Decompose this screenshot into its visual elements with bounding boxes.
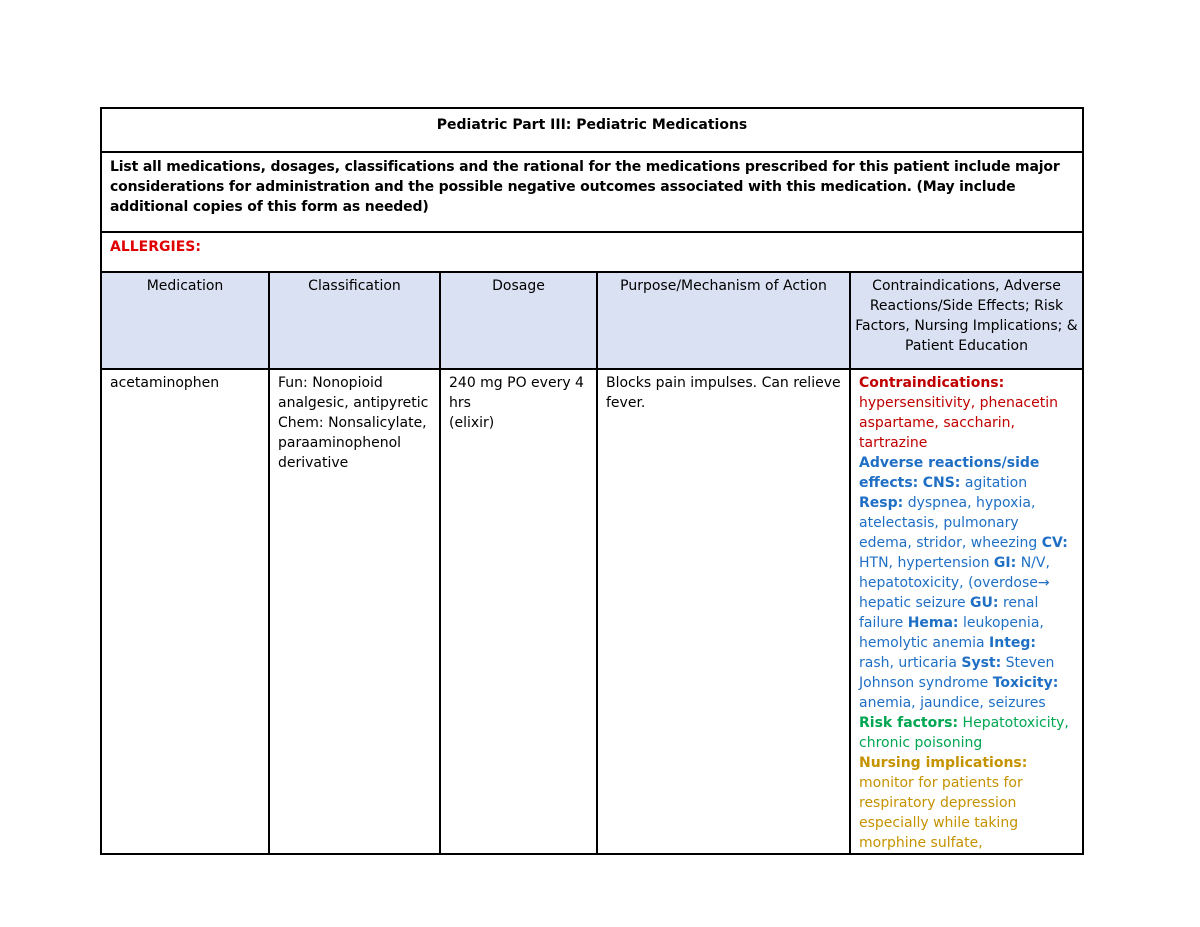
classification-line: analgesic, antipyretic [278,395,429,411]
classification-line: Fun: Nonopioid [278,375,383,391]
medication-form-table [100,107,1084,855]
dosage-line: (elixir) [449,415,495,431]
cell-dosage[interactable] [440,369,597,854]
cell-purpose[interactable] [597,369,850,854]
hema-text: leukopenia, hemolytic anemia [859,615,1044,651]
column-header-row [101,272,1083,369]
dosage-line: 240 mg PO every 4 [449,375,584,391]
classification-line: derivative [278,455,349,471]
cv-text: HTN, hypertension [859,555,990,571]
header-contraindications: Contraindications, Adverse Reactions/Side Effects; Risk Factors, Nursing Implications; & Patient Education [850,272,1083,369]
adverse-block [859,453,1074,713]
hema-label: Hema: [907,615,959,631]
allergies-row[interactable] [101,232,1083,272]
cv-label: CV: [1041,535,1068,551]
gu-text: renal failure [859,595,1039,631]
medication-name: acetaminophen [110,375,220,391]
header-classification: Classification [269,272,440,369]
integ-label: Integ: [989,635,1036,651]
form-title: Pediatric Part III: Pediatric Medications [101,108,1083,152]
cns-label: CNS: [922,475,961,491]
gi-label: GI: [993,555,1017,571]
contraindications-text: hypersensitivity, phenacetin aspartame, saccharin, tartrazine [859,395,1058,451]
cns-text: agitation [964,475,1028,491]
classification-line: paraaminophenol [278,435,402,451]
dosage-line: hrs [449,395,471,411]
adverse-label: Adverse reactions/side effects: [859,455,1040,491]
header-medication: Medication [101,272,269,369]
nursing-text: monitor for patients for respiratory depression especially while taking morphine sulfate, [859,775,1023,851]
resp-text: dyspnea, hypoxia, atelectasis, pulmonary edema, stridor, wheezing [859,495,1038,551]
cell-classification[interactable] [269,369,440,854]
risk-label: Risk factors: [859,715,959,731]
form-instructions: List all medications, dosages, classifications and the rational for the medications prescribed for this patient include major considerations for administration and the possible negative outcomes associated with this medication. (May include additional copies of this form as needed) [101,152,1083,232]
toxicity-label: Toxicity: [992,675,1059,691]
toxicity-text: anemia, jaundice, seizures [859,695,1046,711]
medication-row [101,369,1083,854]
contraindications-block [859,373,1074,453]
risk-text: Hepatotoxicity, chronic poisoning [859,715,1069,751]
cell-medication[interactable] [101,369,269,854]
gu-label: GU: [970,595,999,611]
syst-label: Syst: [961,655,1002,671]
cell-contraindications[interactable] [850,369,1083,854]
integ-text: rash, urticaria [859,655,957,671]
classification-line: Chem: Nonsalicylate, [278,415,427,431]
gi-text: N/V, hepatotoxicity, (overdose→ hepatic seizure [859,555,1050,611]
syst-text: Steven Johnson syndrome [859,655,1055,691]
risk-block [859,713,1074,753]
resp-label: Resp: [859,495,904,511]
contraindications-label: Contraindications: [859,375,1005,391]
header-purpose: Purpose/Mechanism of Action [597,272,850,369]
nursing-block [859,753,1074,853]
nursing-label: Nursing implications: [859,755,1028,771]
header-dosage: Dosage [440,272,597,369]
purpose-text: Blocks pain impulses. Can relieve fever. [606,375,841,411]
allergies-label: ALLERGIES: [110,239,201,255]
